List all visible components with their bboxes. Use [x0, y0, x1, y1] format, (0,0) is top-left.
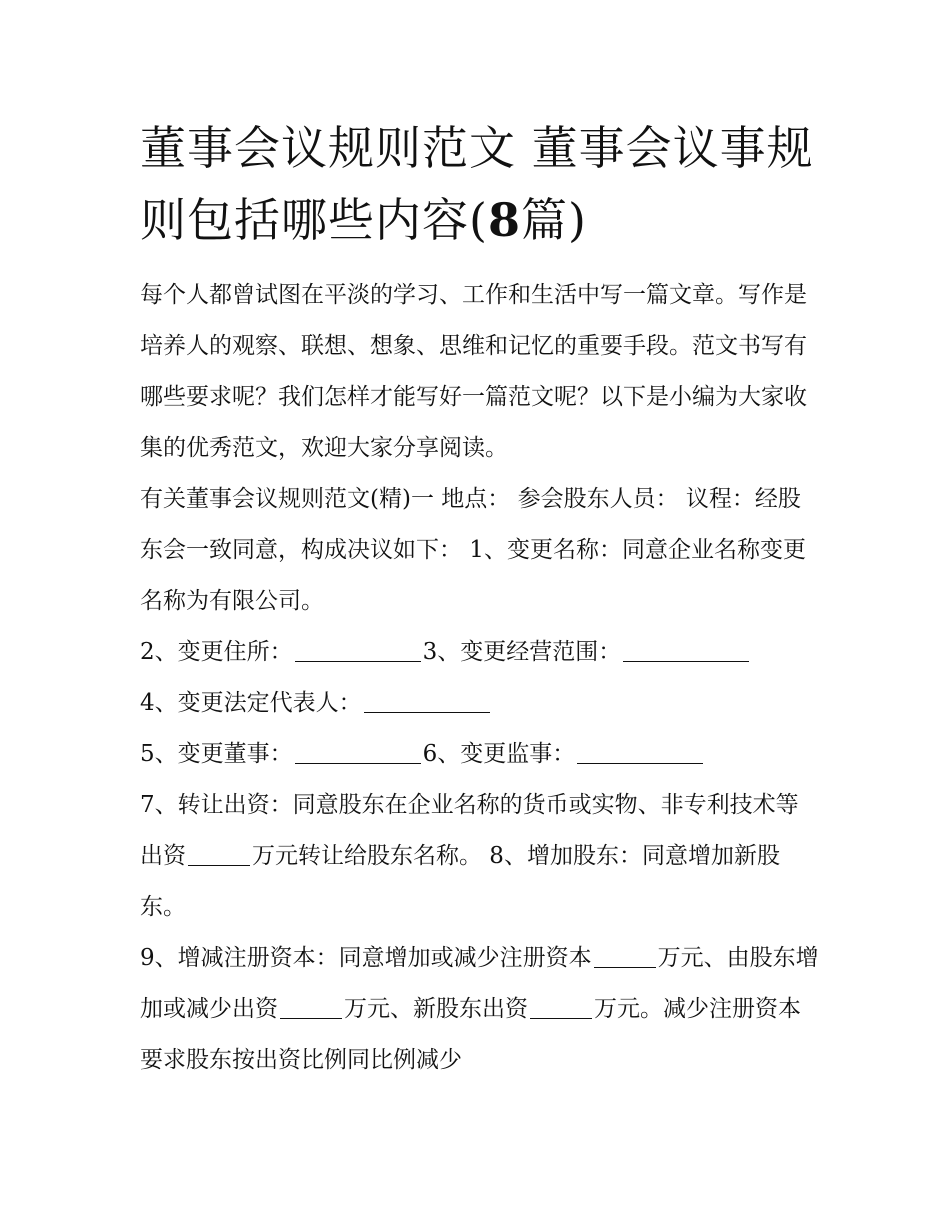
- item-9-text-c: 万元、新股东出资: [344, 996, 528, 1022]
- item-9: [140, 933, 820, 1086]
- blank-line: [577, 740, 703, 764]
- title-text: 董事会议规则范文 董事会议事规则包括哪些内容(: [140, 121, 814, 247]
- item-2-3: [140, 627, 820, 678]
- item-5-label: 5、变更董事：: [140, 741, 293, 767]
- title-number: 8: [487, 193, 521, 247]
- blank-line: [280, 995, 342, 1019]
- item-3-label: 3、变更经营范围：: [422, 639, 622, 665]
- blank-line: [188, 842, 250, 866]
- blank-line: [530, 995, 592, 1019]
- resolution-paragraph: 有关董事会议规则范文(精)一 地点： 参会股东人员： 议程：经股东会一致同意，构成决议如下： 1、变更名称：同意企业名称变更名称为有限公司。: [140, 486, 806, 614]
- item-9-text-d: 万元。减少注册资本要求股东按出资比例同比例减少: [140, 996, 801, 1073]
- item-4: [140, 678, 820, 729]
- item-6-label: 6、变更监事：: [422, 741, 576, 767]
- item-7-text: 7、转让出资：同意股东在企业名称的货币或实物、非专利技术等出资: [140, 792, 799, 869]
- document-title: [140, 112, 820, 256]
- item-4-label: 4、变更法定代表人：: [140, 690, 362, 716]
- item-8-text: 万元转让给股东名称。 8、增加股东：同意增加新股东。: [140, 843, 780, 920]
- blank-line: [623, 638, 749, 662]
- document-page: [140, 112, 820, 1086]
- blank-line: [364, 689, 490, 713]
- item-9-text-a: 9、增减注册资本：同意增加或减少注册资本: [140, 945, 592, 971]
- intro-paragraph: 每个人都曾试图在平淡的学习、工作和生活中写一篇文章。写作是培养人的观察、联想、想象、思维和记忆的重要手段。范文书写有哪些要求呢？我们怎样才能写好一篇范文呢？以下是小编为大家收集的优秀范文，欢迎大家分享阅读。: [140, 282, 807, 461]
- item-2-label: 2、变更住所：: [140, 639, 293, 665]
- blank-line: [594, 944, 656, 968]
- item-9-text-b: 万元、由股东增加或减少出资: [140, 945, 819, 1022]
- item-5-6: [140, 729, 820, 780]
- title-text-end: 篇): [520, 193, 587, 247]
- blank-line: [295, 638, 421, 662]
- blank-line: [295, 740, 421, 764]
- item-7-8: [140, 780, 820, 933]
